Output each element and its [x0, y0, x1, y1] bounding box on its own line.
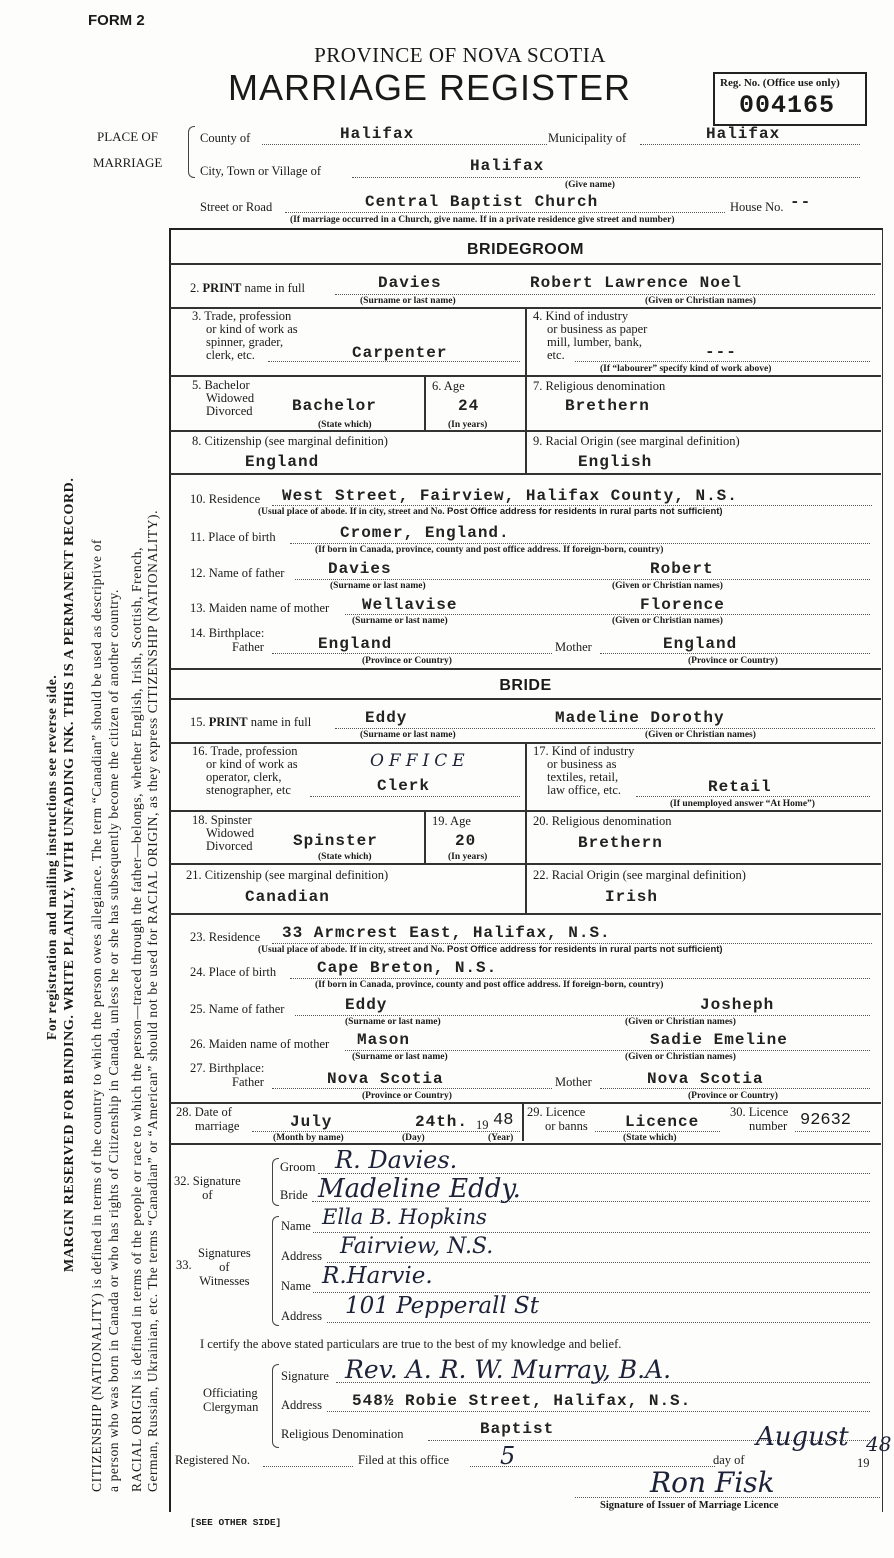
label-line: 18. Spinster [192, 813, 252, 827]
year-prefix: 19 [476, 1118, 489, 1132]
groom-birthplace: Cromer, England. [340, 524, 510, 542]
page-title: MARRIAGE REGISTER [228, 67, 632, 108]
bride-status: Spinster [293, 832, 378, 850]
residence-note [258, 945, 723, 955]
label-line: or kind of work as [206, 757, 298, 771]
municipality-label: Municipality of [548, 131, 627, 145]
witness2-address-label: Address [281, 1309, 322, 1323]
clergy-signature: Rev. A. R. W. Murray, B.A. [345, 1355, 672, 1384]
groom-mother-given: Florence [640, 596, 725, 614]
filed-label: Filed at this office [358, 1453, 450, 1467]
groom-residence: West Street, Fairview, Halifax County, N.S. [282, 487, 738, 505]
margin-racial-def-2: German, Russian, Ukrainian, etc. The terms “Canadian” or “American” should not be used for RACIAL ORIGIN, as they express CITIZENSHIP (NATIONALITY). [145, 509, 160, 1492]
bride-birthplaces-label: 27. Birthplace: [190, 1061, 265, 1075]
bride-father-surname: Eddy [345, 996, 388, 1014]
bride-citizenship-label: 21. Citizenship (see marginal definition) [186, 868, 389, 882]
groom-citizenship-label: 8. Citizenship (see marginal definition) [192, 434, 388, 448]
margin-citizenship-def-2: a person who was born in Canada or who has rights of Citizenship in Canada, unless he or she has subsequently become the citizen of another country. [106, 589, 121, 1492]
house-value: -- [790, 193, 812, 211]
bride-given-names: Madeline Dorothy [555, 709, 725, 727]
groom-age-label: 6. Age [432, 379, 465, 393]
groom-religion-label: 7. Religious denomination [533, 379, 666, 393]
label-line: Divorced [206, 404, 253, 418]
day-of-label: day of [713, 1453, 745, 1467]
groom-age: 24 [458, 397, 480, 415]
groom-mother-surname: Wellavise [362, 596, 458, 614]
name-label: name in full [250, 715, 312, 729]
industry-note: (If unemployed answer “At Home”) [670, 799, 815, 809]
brace-icon [272, 1364, 279, 1448]
city-note: (Give name) [565, 180, 615, 190]
label-line: or kind of work as [206, 322, 298, 336]
bride-industry: Retail [708, 778, 772, 796]
label-line: clerk, etc. [206, 348, 255, 362]
bride-citizenship: Canadian [245, 888, 330, 906]
marriage-month: July [290, 1113, 333, 1131]
witness2-name-label: Name [281, 1279, 311, 1293]
bride-religion-label: 20. Religious denomination [533, 814, 672, 828]
month-note: (Month by name) [273, 1133, 344, 1143]
label-line: Widowed [206, 391, 255, 405]
county-value: Halifax [340, 125, 415, 143]
groom-birthplace-label: 11. Place of birth [190, 530, 276, 544]
groom-racial-origin: English [578, 453, 653, 471]
groom-industry: --- [705, 343, 737, 361]
clergy-denomination: Baptist [480, 1420, 555, 1438]
filed-day: 5 [500, 1442, 516, 1470]
residence-note [258, 507, 723, 517]
reg-number: 004165 [739, 91, 836, 120]
note-text-bold: Post Office address for residents in rural parts not sufficient) [447, 506, 723, 517]
licence-type-note: (State which) [623, 1133, 677, 1143]
bride-birthplace-label: 24. Place of birth [190, 965, 277, 979]
label-line: law office, etc. [547, 783, 622, 797]
brace-icon [188, 126, 195, 178]
bride-signature: Madeline Eddy. [318, 1174, 521, 1204]
day-note: (Day) [402, 1133, 425, 1143]
bride-mother-birthplace: Nova Scotia [647, 1070, 764, 1088]
prov-note: (Province or Country) [362, 656, 452, 666]
state-note: (State which) [318, 420, 372, 430]
bride-heading: BRIDE [499, 677, 552, 694]
bride-age: 20 [455, 832, 477, 850]
label-line: or business as [547, 757, 617, 771]
witness-number: 33. [176, 1258, 192, 1272]
groom-status-label [192, 379, 254, 418]
registered-no-label: Registered No. [175, 1453, 250, 1467]
label-line: 28. Date of [176, 1105, 232, 1119]
witness1-address: Fairview, N.S. [340, 1234, 494, 1259]
years-note: (In years) [448, 420, 488, 430]
marriage-day: 24th. [415, 1113, 469, 1131]
note-text: (Usual place of abode. If in city, street and No. [258, 945, 445, 955]
label-line: number [749, 1119, 788, 1133]
prov-note: (Province or Country) [362, 1091, 452, 1101]
bride-racial-origin: Irish [605, 888, 659, 906]
county-label: County of [200, 131, 251, 145]
surname-note: (Surname or last name) [360, 296, 456, 306]
clergy-address: 548½ Robie Street, Halifax, N.S. [352, 1392, 692, 1410]
surname-note: (Surname or last name) [360, 730, 456, 740]
bridegroom-heading: BRIDEGROOM [467, 241, 584, 258]
groom-father-given: Robert [650, 560, 714, 578]
bride-mother-label: 26. Maiden name of mother [190, 1037, 330, 1051]
industry-note: (If “labourer” specify kind of work above) [600, 364, 772, 374]
label-line: 30. Licence [730, 1105, 789, 1119]
label-line: stenographer, etc [206, 783, 291, 797]
prov-note: (Province or Country) [688, 1091, 778, 1101]
surname-note: (Surname or last name) [352, 616, 448, 626]
groom-racial-origin-label: 9. Racial Origin (see marginal definition) [533, 434, 740, 448]
witness1-name: Ella B. Hopkins [322, 1205, 487, 1229]
mother-label: Mother [555, 1075, 592, 1089]
label-line: Divorced [206, 839, 253, 853]
given-note: (Given or Christian names) [625, 1052, 736, 1062]
note-text-bold: Post Office address for residents in rural parts not sufficient) [447, 944, 723, 955]
label-line: Widowed [206, 826, 255, 840]
groom-trade-label [192, 310, 298, 362]
surname-note: (Surname or last name) [345, 1017, 441, 1027]
licence-banns-label [527, 1105, 588, 1133]
groom-signature-label: Groom [280, 1160, 316, 1174]
surname-note: (Surname or last name) [352, 1052, 448, 1062]
given-note: (Given or Christian names) [625, 1017, 736, 1027]
given-note: (Given or Christian names) [645, 296, 756, 306]
groom-industry-label [533, 310, 647, 362]
bride-father-birthplace: Nova Scotia [327, 1070, 444, 1088]
label-line: or business as paper [547, 322, 648, 336]
place-label-2: MARRIAGE [93, 155, 163, 170]
issuer-signature: Ron Fisk [650, 1466, 775, 1499]
groom-father-surname: Davies [328, 560, 392, 578]
bride-father-label: 25. Name of father [190, 1002, 285, 1016]
margin-binding-notice: MARGIN RESERVED FOR BINDING. WRITE PLAINLY, WITH UNFADING INK. THIS IS A PERMANENT RECORD. [62, 477, 77, 1272]
groom-religion: Brethern [565, 397, 650, 415]
witness2-name: R.Harvie. [322, 1263, 433, 1289]
brace-icon [272, 1158, 279, 1206]
bride-status-label [192, 814, 254, 853]
street-label: Street or Road [200, 200, 273, 214]
bride-age-label: 19. Age [432, 814, 471, 828]
groom-mother-label: 13. Maiden name of mother [190, 601, 330, 615]
reg-note: (Office use only) [762, 77, 840, 89]
mother-label: Mother [555, 640, 592, 654]
clergyman-label [203, 1386, 258, 1414]
label-line: mill, lumber, bank, [547, 335, 642, 349]
birth-note: (If born in Canada, province, county and post office address. If foreign-born, country) [315, 980, 664, 990]
groom-mother-birthplace: England [663, 635, 738, 653]
form-number: FORM 2 [88, 12, 145, 29]
filed-month: August [756, 1422, 849, 1452]
signature-label [174, 1174, 241, 1202]
margin-instructions: For registration and mailing instructions see reverse side. [44, 674, 59, 1040]
label-line: 17. Kind of industry [533, 744, 635, 758]
label-line: 4. Kind of industry [533, 309, 629, 323]
bride-industry-label [533, 745, 634, 797]
bride-racial-origin-label: 22. Racial Origin (see marginal definition) [533, 868, 746, 882]
groom-surname: Davies [378, 274, 442, 292]
field-number: 2. [190, 281, 200, 295]
marriage-year: 48 [493, 1111, 514, 1130]
margin-racial-def-1: RACIAL ORIGIN is defined in terms of the people or race to which the person—traced through the father—belongs, whether English, Irish, Scottish, French, [129, 546, 144, 1492]
brace-icon [272, 1216, 279, 1326]
groom-signature: R. Davies. [335, 1146, 458, 1174]
bride-trade-handwritten: OFFICE [370, 751, 470, 771]
label-line: 3. Trade, profession [192, 309, 292, 323]
label-line: Officiating [203, 1386, 258, 1400]
groom-given-names: Robert Lawrence Noel [530, 274, 743, 292]
groom-birthplaces-label: 14. Birthplace: [190, 626, 265, 640]
municipality-value: Halifax [706, 125, 781, 143]
licence-number: 92632 [800, 1111, 852, 1130]
bride-trade-label [192, 745, 298, 797]
groom-father-birthplace: England [318, 635, 393, 653]
reg-number-box [713, 72, 867, 126]
marriage-date-label [176, 1105, 239, 1133]
label-line: etc. [547, 348, 565, 362]
house-label: House No. [730, 200, 784, 214]
print-label: PRINT [202, 281, 242, 295]
bride-father-given: Josheph [700, 996, 775, 1014]
reg-label: Reg. No. [720, 77, 761, 89]
city-value: Halifax [470, 157, 545, 175]
bride-trade: Clerk [377, 777, 431, 795]
bride-surname: Eddy [365, 709, 408, 727]
bride-residence: 33 Armcrest East, Halifax, N.S. [282, 924, 611, 942]
filed-year-prefix: 19 [857, 1456, 870, 1470]
witness1-address-label: Address [281, 1249, 322, 1263]
province-heading: PROVINCE OF NOVA SCOTIA [314, 43, 606, 67]
label-line: of [219, 1260, 230, 1274]
bride-signature-label: Bride [280, 1188, 308, 1202]
label-line: operator, clerk, [206, 770, 282, 784]
filed-year: 48 [866, 1432, 892, 1456]
clergy-address-label: Address [281, 1398, 322, 1412]
father-label: Father [232, 1075, 264, 1089]
given-note: (Given or Christian names) [612, 616, 723, 626]
label-line: 5. Bachelor [192, 378, 250, 392]
certification-statement: I certify the above stated particulars are true to the best of my knowledge and belief. [200, 1337, 622, 1351]
groom-residence-label: 10. Residence [190, 492, 261, 506]
year-note: (Year) [488, 1133, 514, 1143]
years-note: (In years) [448, 852, 488, 862]
groom-father-label: 12. Name of father [190, 566, 285, 580]
bride-birthplace: Cape Breton, N.S. [317, 959, 498, 977]
city-label: City, Town or Village of [200, 164, 322, 178]
witnesses-label [198, 1246, 251, 1288]
place-label-1: PLACE OF [97, 129, 159, 144]
bride-mother-surname: Mason [357, 1031, 411, 1049]
groom-citizenship: England [245, 453, 320, 471]
birth-note: (If born in Canada, province, county and post office address. If foreign-born, country) [315, 545, 664, 555]
state-note: (State which) [318, 852, 372, 862]
surname-note: (Surname or last name) [330, 581, 426, 591]
label-line: 32. Signature [174, 1174, 241, 1188]
bride-religion: Brethern [578, 834, 663, 852]
see-other-side: [SEE OTHER SIDE] [190, 1517, 282, 1528]
licence-number-label [730, 1105, 788, 1133]
label-line: textiles, retail, [547, 770, 619, 784]
name-label: name in full [244, 281, 305, 295]
bride-mother-given: Sadie Emeline [650, 1031, 788, 1049]
issuer-signature-label: Signature of Issuer of Marriage Licence [600, 1500, 779, 1511]
witness2-address: 101 Pepperall St [345, 1293, 540, 1319]
street-value: Central Baptist Church [365, 193, 599, 211]
groom-trade: Carpenter [352, 344, 448, 362]
note-text: (Usual place of abode. If in city, street and No. [258, 507, 445, 517]
label-line: of [202, 1188, 213, 1202]
bride-residence-label: 23. Residence [190, 930, 261, 944]
clergy-signature-label: Signature [281, 1369, 329, 1383]
denomination-label: Religious Denomination [281, 1427, 404, 1441]
print-label: PRINT [208, 715, 248, 729]
field-number: 15. [190, 715, 206, 729]
label-line: Witnesses [199, 1274, 250, 1288]
label-line: marriage [195, 1119, 240, 1133]
street-note: (If marriage occurred in a Church, give name. If in a private residence give street and number) [290, 215, 675, 225]
father-label: Father [232, 640, 264, 654]
given-note: (Given or Christian names) [612, 581, 723, 591]
prov-note: (Province or Country) [688, 656, 778, 666]
licence-type: Licence [625, 1113, 700, 1131]
label-line: or banns [545, 1119, 588, 1133]
label-line: spinner, grader, [206, 335, 284, 349]
witness1-name-label: Name [281, 1219, 311, 1233]
label-line: 29. Licence [527, 1105, 586, 1119]
given-note: (Given or Christian names) [645, 730, 756, 740]
label-line: 16. Trade, profession [192, 744, 298, 758]
label-line: Signatures [198, 1246, 251, 1260]
groom-status: Bachelor [292, 397, 377, 415]
label-line: Clergyman [203, 1400, 259, 1414]
margin-citizenship-def-1: CITIZENSHIP (NATIONALITY) is defined in terms of the country to which the person owes allegiance. The term “Canadian” should be used as descriptive of [89, 538, 104, 1492]
